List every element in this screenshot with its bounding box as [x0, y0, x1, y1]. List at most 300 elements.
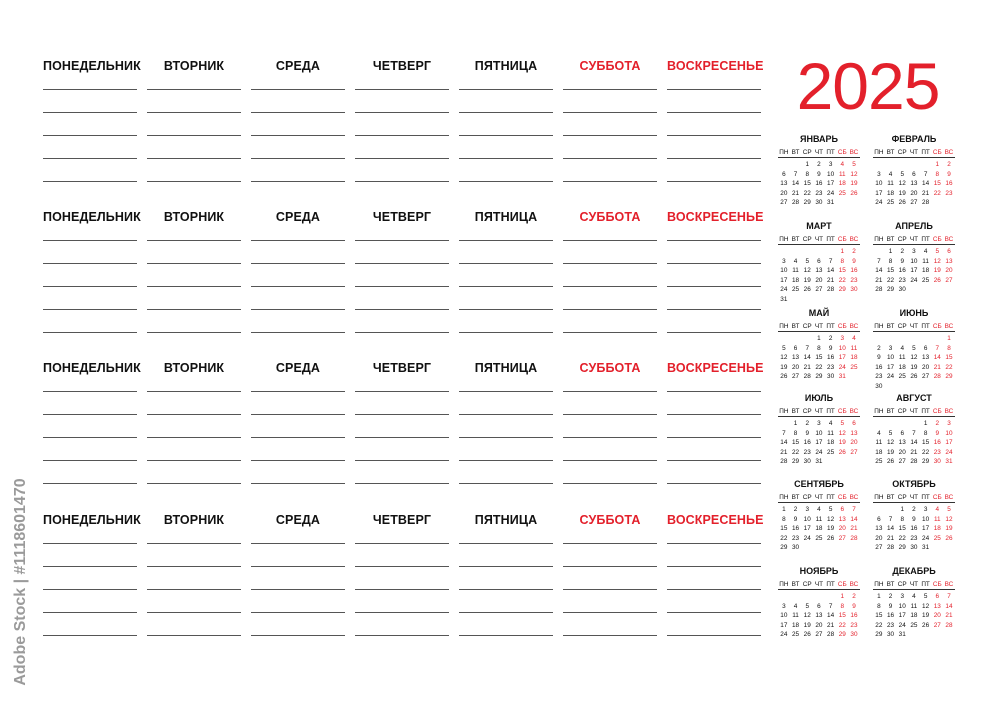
- date-cell: 28: [945, 621, 953, 629]
- writing-line[interactable]: [251, 286, 345, 287]
- date-cell: 20: [933, 612, 941, 620]
- writing-line[interactable]: [43, 263, 137, 264]
- weekday-header: [778, 322, 860, 332]
- writing-line[interactable]: [459, 332, 553, 333]
- watermark-text: Adobe Stock | #1118601470: [12, 478, 29, 686]
- writing-line[interactable]: [459, 414, 553, 415]
- writing-line[interactable]: [667, 391, 761, 392]
- date-cell: 5: [852, 161, 856, 168]
- date-cell: 25: [838, 189, 846, 197]
- weekday-header: [873, 322, 955, 332]
- date-cell: 19: [922, 612, 930, 620]
- month-calendar: [778, 307, 860, 382]
- date-cell: 1: [935, 161, 940, 168]
- writing-line[interactable]: [563, 309, 657, 310]
- writing-line[interactable]: [667, 483, 761, 484]
- date-cell: 18: [886, 189, 895, 197]
- writing-line[interactable]: [667, 158, 761, 159]
- week-row: [778, 592, 860, 602]
- writing-line[interactable]: [667, 589, 761, 590]
- writing-line[interactable]: [563, 263, 657, 264]
- writing-line[interactable]: [251, 135, 345, 136]
- week-row: [778, 170, 860, 180]
- writing-line[interactable]: [459, 158, 553, 159]
- date-cell: 4: [877, 429, 881, 437]
- date-cell: 4: [935, 506, 940, 513]
- year-title: 2025: [796, 49, 940, 123]
- planner-week: [0, 360, 764, 500]
- writing-line[interactable]: [459, 89, 553, 90]
- writing-line[interactable]: [563, 635, 657, 636]
- writing-line[interactable]: [251, 158, 345, 159]
- writing-line[interactable]: [355, 391, 449, 392]
- weekday-label: ЧТ: [814, 408, 823, 415]
- writing-line[interactable]: [251, 589, 345, 590]
- writing-line[interactable]: [459, 240, 553, 241]
- date-cell: 12: [780, 354, 788, 362]
- writing-line[interactable]: [147, 309, 241, 310]
- writing-line[interactable]: [355, 135, 449, 136]
- writing-line[interactable]: [43, 414, 137, 415]
- writing-line[interactable]: [667, 543, 761, 544]
- writing-line[interactable]: [43, 589, 137, 590]
- weekday-header: [778, 580, 860, 590]
- writing-line[interactable]: [43, 181, 137, 182]
- writing-line[interactable]: [355, 612, 449, 613]
- empty-cell: [943, 543, 955, 553]
- writing-line[interactable]: [355, 286, 449, 287]
- date-cell: 2: [900, 248, 904, 255]
- writing-line[interactable]: [251, 263, 345, 264]
- empty-cell: [790, 592, 802, 602]
- week-row: [873, 353, 955, 363]
- week-row: [778, 438, 860, 448]
- date-cell: 6: [793, 344, 798, 352]
- writing-line[interactable]: [147, 414, 241, 415]
- writing-line[interactable]: [147, 240, 241, 241]
- date-cell: 29: [922, 458, 930, 466]
- date-cell: 5: [828, 506, 833, 513]
- date-cell: 1: [817, 335, 821, 342]
- date-cell: 17: [780, 621, 788, 629]
- week-row: [873, 372, 955, 382]
- weekday-label: ПН: [779, 149, 789, 156]
- writing-line[interactable]: [147, 589, 241, 590]
- date-cell: 26: [803, 286, 811, 294]
- empty-cell: [836, 198, 848, 208]
- writing-line[interactable]: [147, 437, 241, 438]
- writing-line[interactable]: [355, 89, 449, 90]
- writing-line[interactable]: [459, 181, 553, 182]
- day-name: СРЕДА: [275, 513, 321, 527]
- date-cell: 15: [803, 180, 811, 188]
- weekday-header: [778, 148, 860, 158]
- day-column: [459, 512, 553, 528]
- empty-cell: [825, 295, 837, 305]
- writing-line[interactable]: [563, 286, 657, 287]
- writing-line[interactable]: [459, 460, 553, 461]
- writing-line[interactable]: [667, 286, 761, 287]
- date-cell: 25: [933, 534, 941, 542]
- writing-line[interactable]: [251, 483, 345, 484]
- week-row: [778, 285, 860, 295]
- date-cell: 1: [888, 248, 893, 255]
- date-cell: 14: [791, 180, 800, 188]
- writing-line[interactable]: [355, 240, 449, 241]
- date-cell: 9: [852, 602, 856, 610]
- writing-line[interactable]: [251, 309, 345, 310]
- weekday-label: ПТ: [826, 581, 835, 588]
- date-cell: 31: [945, 458, 953, 466]
- writing-line[interactable]: [147, 391, 241, 392]
- date-cell: 16: [827, 354, 835, 362]
- writing-line[interactable]: [459, 112, 553, 113]
- writing-line[interactable]: [147, 158, 241, 159]
- empty-cell: [836, 295, 848, 305]
- date-cell: 3: [828, 161, 833, 168]
- date-cell: 30: [827, 373, 835, 381]
- date-cell: 9: [805, 429, 809, 437]
- empty-cell: [801, 592, 813, 602]
- date-cell: 3: [805, 506, 809, 513]
- date-cell: 26: [886, 458, 895, 466]
- date-cell: 27: [815, 286, 823, 294]
- weekday-label: ПН: [874, 236, 884, 243]
- planner-week: [0, 209, 764, 349]
- date-cell: 11: [838, 170, 846, 178]
- writing-line[interactable]: [459, 612, 553, 613]
- date-cell: 8: [805, 170, 809, 178]
- date-cell: 4: [852, 335, 856, 342]
- writing-line[interactable]: [147, 612, 241, 613]
- writing-line[interactable]: [251, 612, 345, 613]
- weekday-label: СБ: [837, 236, 847, 243]
- writing-line[interactable]: [563, 460, 657, 461]
- day-name: СРЕДА: [275, 210, 321, 224]
- date-cell: 25: [815, 534, 823, 542]
- writing-line[interactable]: [667, 612, 761, 613]
- date-cell: 15: [838, 267, 846, 275]
- writing-line[interactable]: [667, 89, 761, 90]
- writing-line[interactable]: [355, 635, 449, 636]
- date-cell: 29: [780, 544, 788, 552]
- writing-line[interactable]: [459, 437, 553, 438]
- empty-cell: [920, 285, 932, 295]
- date-cell: 18: [910, 612, 918, 620]
- empty-cell: [848, 543, 860, 553]
- date-cell: 16: [875, 363, 883, 371]
- day-column: [563, 58, 657, 74]
- writing-line[interactable]: [251, 460, 345, 461]
- writing-line[interactable]: [355, 437, 449, 438]
- week-row: [778, 515, 860, 525]
- empty-cell: [896, 160, 908, 170]
- writing-line[interactable]: [459, 309, 553, 310]
- writing-line[interactable]: [147, 286, 241, 287]
- day-name: СРЕДА: [275, 59, 321, 73]
- date-cell: 3: [817, 420, 821, 427]
- writing-line[interactable]: [355, 543, 449, 544]
- date-cell: 23: [803, 448, 811, 456]
- writing-line[interactable]: [355, 589, 449, 590]
- date-cell: 1: [805, 161, 809, 168]
- writing-line[interactable]: [459, 543, 553, 544]
- weekday-label: ЧТ: [814, 236, 823, 243]
- month-name: ДЕКАБРЬ: [892, 566, 936, 576]
- writing-line[interactable]: [355, 483, 449, 484]
- writing-line[interactable]: [147, 635, 241, 636]
- writing-line[interactable]: [43, 635, 137, 636]
- writing-line[interactable]: [43, 135, 137, 136]
- writing-line[interactable]: [251, 391, 345, 392]
- writing-line[interactable]: [43, 437, 137, 438]
- writing-line[interactable]: [147, 543, 241, 544]
- month-calendar: [873, 133, 955, 208]
- date-cell: 25: [886, 199, 895, 207]
- weekday-label: ВС: [849, 149, 859, 156]
- month-name: НОЯБРЬ: [799, 566, 839, 576]
- writing-line[interactable]: [563, 181, 657, 182]
- day-column: [355, 58, 449, 74]
- writing-line[interactable]: [43, 566, 137, 567]
- writing-line[interactable]: [251, 635, 345, 636]
- writing-line[interactable]: [459, 566, 553, 567]
- empty-cell: [778, 419, 790, 429]
- writing-line[interactable]: [667, 135, 761, 136]
- writing-line[interactable]: [147, 263, 241, 264]
- writing-line[interactable]: [355, 332, 449, 333]
- date-cell: 30: [875, 382, 883, 390]
- writing-line[interactable]: [43, 483, 137, 484]
- weekday-label: ПН: [874, 149, 884, 156]
- weekday-label: СБ: [932, 408, 942, 415]
- writing-line[interactable]: [667, 460, 761, 461]
- date-cell: 19: [886, 448, 895, 456]
- week-row: [873, 189, 955, 199]
- date-cell: 21: [827, 276, 835, 284]
- writing-line[interactable]: [147, 89, 241, 90]
- date-cell: 23: [850, 276, 858, 284]
- date-cell: 28: [922, 199, 930, 207]
- date-cell: 1: [840, 593, 845, 600]
- writing-line[interactable]: [43, 89, 137, 90]
- date-cell: 26: [933, 276, 941, 284]
- date-cell: 24: [803, 534, 811, 542]
- day-name: ВТОРНИК: [163, 361, 225, 375]
- writing-line[interactable]: [147, 181, 241, 182]
- writing-line[interactable]: [563, 135, 657, 136]
- writing-line[interactable]: [459, 483, 553, 484]
- day-name: ПОНЕДЕЛЬНИК: [43, 513, 141, 527]
- writing-line[interactable]: [355, 181, 449, 182]
- writing-line[interactable]: [563, 437, 657, 438]
- writing-line[interactable]: [563, 89, 657, 90]
- date-cell: 29: [803, 199, 811, 207]
- weekday-label: СР: [802, 581, 812, 588]
- date-cell: 11: [875, 439, 883, 447]
- writing-line[interactable]: [459, 391, 553, 392]
- date-cell: 2: [852, 248, 856, 255]
- date-cell: 15: [875, 612, 883, 620]
- writing-line[interactable]: [147, 135, 241, 136]
- date-cell: 16: [850, 612, 858, 620]
- writing-line[interactable]: [667, 332, 761, 333]
- date-cell: 20: [898, 448, 906, 456]
- writing-line[interactable]: [563, 543, 657, 544]
- date-cell: 21: [875, 276, 883, 284]
- writing-line[interactable]: [667, 437, 761, 438]
- date-cell: 7: [782, 429, 786, 437]
- date-cell: 28: [791, 199, 800, 207]
- writing-line[interactable]: [43, 460, 137, 461]
- date-cell: 22: [933, 189, 941, 197]
- date-cell: 21: [827, 621, 835, 629]
- writing-line[interactable]: [251, 414, 345, 415]
- date-cell: 30: [791, 544, 800, 552]
- writing-line[interactable]: [355, 309, 449, 310]
- writing-line[interactable]: [563, 158, 657, 159]
- writing-line[interactable]: [563, 612, 657, 613]
- month-calendar: [873, 565, 955, 640]
- writing-line[interactable]: [667, 240, 761, 241]
- writing-line[interactable]: [355, 158, 449, 159]
- writing-line[interactable]: [459, 635, 553, 636]
- writing-line[interactable]: [667, 263, 761, 264]
- date-cell: 7: [888, 515, 893, 523]
- writing-line[interactable]: [563, 332, 657, 333]
- writing-line[interactable]: [459, 135, 553, 136]
- writing-line[interactable]: [563, 240, 657, 241]
- weekday-label: ЧТ: [814, 581, 823, 588]
- writing-line[interactable]: [43, 112, 137, 113]
- date-cell: 24: [945, 448, 953, 456]
- writing-line[interactable]: [563, 566, 657, 567]
- writing-line[interactable]: [355, 566, 449, 567]
- writing-line[interactable]: [355, 460, 449, 461]
- writing-line[interactable]: [43, 158, 137, 159]
- day-name: ВТОРНИК: [163, 513, 225, 527]
- writing-line[interactable]: [251, 332, 345, 333]
- date-cell: 19: [780, 363, 788, 371]
- date-cell: 23: [945, 189, 953, 197]
- writing-line[interactable]: [43, 286, 137, 287]
- writing-line[interactable]: [147, 460, 241, 461]
- writing-line[interactable]: [147, 566, 241, 567]
- date-cell: 19: [945, 525, 953, 533]
- date-cell: 17: [815, 439, 823, 447]
- month-calendar: [778, 478, 860, 553]
- writing-line[interactable]: [251, 437, 345, 438]
- writing-line[interactable]: [667, 635, 761, 636]
- writing-line[interactable]: [667, 112, 761, 113]
- writing-line[interactable]: [251, 112, 345, 113]
- writing-line[interactable]: [459, 589, 553, 590]
- writing-line[interactable]: [43, 240, 137, 241]
- writing-line[interactable]: [147, 332, 241, 333]
- date-cell: 16: [898, 267, 906, 275]
- date-cell: 6: [912, 170, 916, 178]
- month-name: МАРТ: [806, 221, 832, 231]
- writing-line[interactable]: [251, 181, 345, 182]
- weekday-label: ЧТ: [814, 149, 823, 156]
- date-cell: 17: [875, 189, 883, 197]
- day-name: ВОСКРЕСЕНЬЕ: [667, 361, 764, 375]
- date-cell: 21: [803, 363, 811, 371]
- writing-line[interactable]: [43, 391, 137, 392]
- writing-line[interactable]: [667, 566, 761, 567]
- date-cell: 17: [838, 354, 846, 362]
- writing-line[interactable]: [355, 263, 449, 264]
- weekday-label: СБ: [932, 149, 942, 156]
- date-cell: 12: [898, 180, 906, 188]
- writing-line[interactable]: [43, 543, 137, 544]
- writing-line[interactable]: [563, 483, 657, 484]
- date-cell: 18: [933, 525, 941, 533]
- date-cell: 16: [945, 180, 953, 188]
- writing-line[interactable]: [563, 589, 657, 590]
- date-cell: 27: [815, 631, 823, 639]
- date-cell: 21: [791, 189, 800, 197]
- date-cell: 14: [922, 180, 930, 188]
- empty-cell: [873, 334, 885, 344]
- week-row: [778, 429, 860, 439]
- weekday-label: ПТ: [921, 581, 930, 588]
- date-cell: 28: [875, 286, 883, 294]
- date-cell: 27: [780, 199, 788, 207]
- date-cell: 7: [877, 257, 881, 265]
- date-cell: 5: [947, 506, 951, 513]
- writing-line[interactable]: [355, 112, 449, 113]
- weekday-label: ЧТ: [909, 323, 918, 330]
- date-cell: 21: [933, 363, 941, 371]
- date-cell: 13: [875, 525, 883, 533]
- writing-line[interactable]: [147, 483, 241, 484]
- writing-line[interactable]: [251, 89, 345, 90]
- writing-line[interactable]: [563, 414, 657, 415]
- weekday-label: СР: [802, 323, 812, 330]
- writing-line[interactable]: [43, 612, 137, 613]
- date-cell: 6: [817, 257, 821, 265]
- writing-line[interactable]: [563, 391, 657, 392]
- date-cell: 14: [827, 267, 835, 275]
- planner-week: [0, 58, 764, 198]
- writing-line[interactable]: [459, 263, 553, 264]
- month-name: ФЕВРАЛЬ: [891, 134, 937, 144]
- weekday-label: ВТ: [886, 149, 895, 156]
- writing-line[interactable]: [667, 181, 761, 182]
- writing-line[interactable]: [147, 112, 241, 113]
- date-cell: 9: [828, 344, 833, 352]
- date-cell: 23: [791, 534, 800, 542]
- writing-line[interactable]: [43, 332, 137, 333]
- date-cell: 19: [838, 439, 846, 447]
- writing-line[interactable]: [563, 112, 657, 113]
- date-cell: 12: [910, 354, 918, 362]
- week-row: [778, 602, 860, 612]
- writing-line[interactable]: [251, 240, 345, 241]
- writing-line[interactable]: [667, 309, 761, 310]
- writing-line[interactable]: [459, 286, 553, 287]
- writing-line[interactable]: [667, 414, 761, 415]
- writing-line[interactable]: [43, 309, 137, 310]
- day-column: [147, 360, 241, 376]
- writing-line[interactable]: [251, 543, 345, 544]
- week-row: [873, 382, 955, 392]
- date-cell: 18: [791, 621, 800, 629]
- writing-line[interactable]: [251, 566, 345, 567]
- writing-line[interactable]: [355, 414, 449, 415]
- date-cell: 2: [817, 161, 821, 168]
